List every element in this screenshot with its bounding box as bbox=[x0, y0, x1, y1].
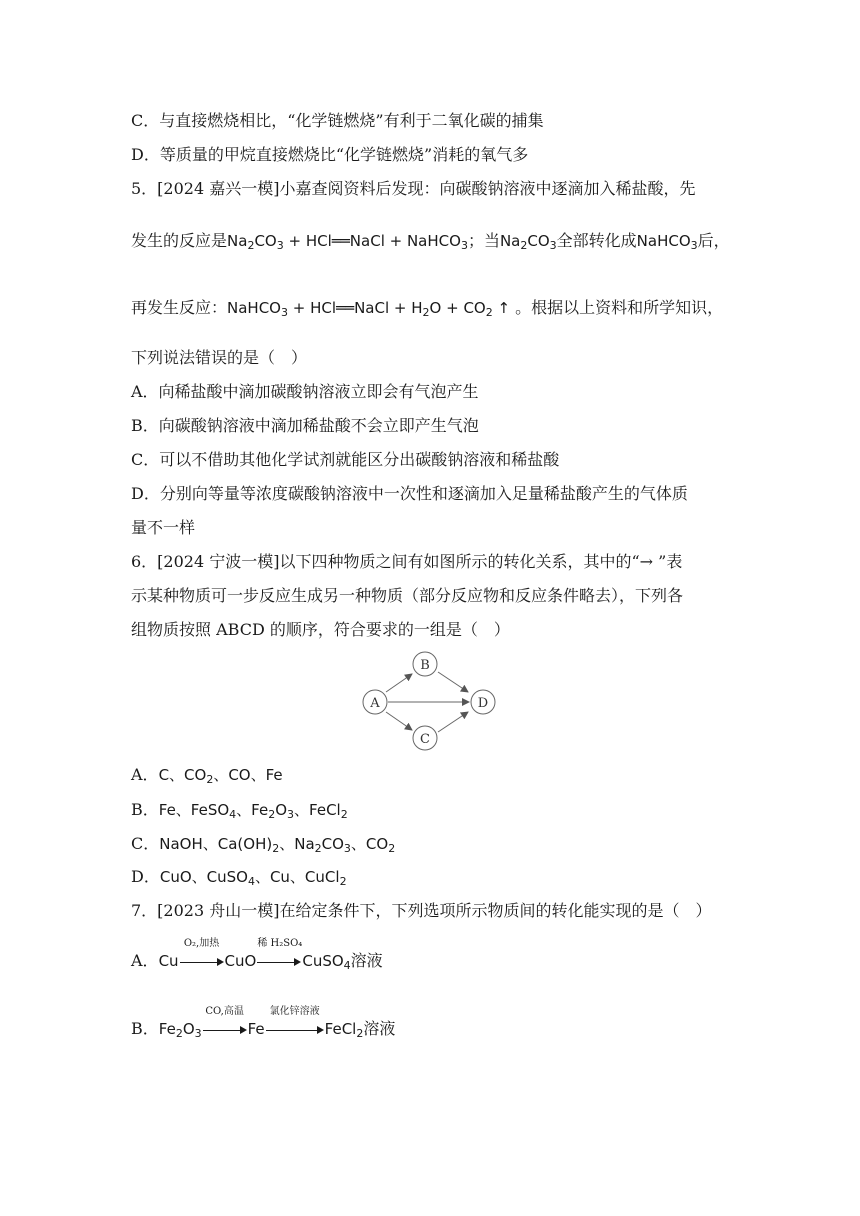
q5-stem-line2: 发生的反应是$Na_2CO_3$ + HCl══NaCl + NaHCO$_3$；当$Na_2CO_3$全部转化成NaHCO$_3$后， bbox=[131, 231, 730, 252]
q5-option-c: C．可以不借助其他化学试剂就能区分出碳酸钠溶液和稀盐酸 bbox=[131, 450, 560, 469]
q5-option-d-line2: 量不一样 bbox=[131, 518, 196, 537]
arrow-a-to-c bbox=[386, 712, 412, 730]
q6-stem-line1: 6．[2024 宁波一模]以下四种物质之间有如图所示的转化关系，其中的“→ ”表 bbox=[131, 552, 683, 571]
q6-option-c: C．NaOH、$Ca(OH)_2$、$Na_2CO_3$、$CO_2$ bbox=[131, 834, 396, 855]
node-d-label: D bbox=[477, 696, 489, 711]
q6-stem-line3: 组物质按照 ABCD 的顺序，符合要求的一组是（ ） bbox=[131, 620, 510, 639]
q6-stem-line2: 示某种物质可一步反应生成另一种物质（部分反应物和反应条件略去），下列各 bbox=[131, 586, 684, 605]
q4-option-c: C．与直接燃烧相比，“化学链燃烧”有利于二氧化碳的捕集 bbox=[131, 111, 544, 130]
node-c-label: C bbox=[420, 732, 430, 747]
reaction-arrow: 稀 H₂SO₄ bbox=[257, 955, 301, 969]
q7-stem: 7．[2023 舟山一模]在给定条件下，下列选项所示物质间的转化能实现的是（ ） bbox=[131, 901, 712, 920]
q7-option-b: B．$Fe_2O_3$ CO,高温 Fe 氯化锌溶液 FeCl$_2$溶液 bbox=[131, 1005, 396, 1040]
q5-stem-line1: 5．[2024 嘉兴一模]小嘉查阅资料后发现：向碳酸钠溶液中逐滴加入稀盐酸，先 bbox=[131, 179, 696, 198]
q4-option-d: D．等质量的甲烷直接燃烧比“化学链燃烧”消耗的氧气多 bbox=[131, 145, 529, 164]
reaction-arrow: 氯化锌溶液 bbox=[266, 1023, 324, 1037]
reaction-arrow: O₂,加热 bbox=[180, 955, 224, 969]
q7-option-a: A．Cu O₂,加热 CuO 稀 H₂SO₄ CuSO$_4$溶液 bbox=[131, 937, 383, 972]
equation-1: $Na_2CO_3$ + HCl══NaCl + NaHCO$_3$ bbox=[227, 232, 468, 252]
arrow-c-to-d bbox=[438, 712, 468, 732]
q5-stem-line4: 下列说法错误的是（ ） bbox=[131, 348, 308, 367]
q6-option-b: B．Fe、FeSO$_4$、$Fe_2O_3$、FeCl$_2$ bbox=[131, 800, 348, 821]
arrow-a-to-b bbox=[386, 674, 412, 692]
q6-option-d: D．CuO、CuSO$_4$、Cu、CuCl$_2$ bbox=[131, 867, 347, 888]
q5-option-d-line1: D．分别向等量等浓度碳酸钠溶液中一次性和逐滴加入足量稀盐酸产生的气体质 bbox=[131, 484, 688, 503]
q5-stem-line3: 再发生反应：NaHCO$_3$ + HCl══NaCl + $H_2O + CO_2$ ↑ 。根据以上资料和所学知识， bbox=[131, 298, 724, 319]
diagram-arrows bbox=[386, 672, 469, 732]
conversion-diagram bbox=[355, 648, 505, 753]
node-a-label: A bbox=[370, 696, 380, 711]
q6-option-a: A．C、$CO_2$、CO、Fe bbox=[131, 765, 283, 786]
q5-option-b: B．向碳酸钠溶液中滴加稀盐酸不会立即产生气泡 bbox=[131, 416, 479, 435]
q5-option-a: A．向稀盐酸中滴加碳酸钠溶液立即会有气泡产生 bbox=[131, 382, 479, 401]
node-b-label: B bbox=[420, 658, 430, 673]
reaction-arrow: CO,高温 bbox=[203, 1023, 247, 1037]
equation-2: NaHCO$_3$ + HCl══NaCl + $H_2O + CO_2$ ↑ bbox=[227, 299, 511, 319]
arrow-b-to-d bbox=[438, 672, 468, 692]
